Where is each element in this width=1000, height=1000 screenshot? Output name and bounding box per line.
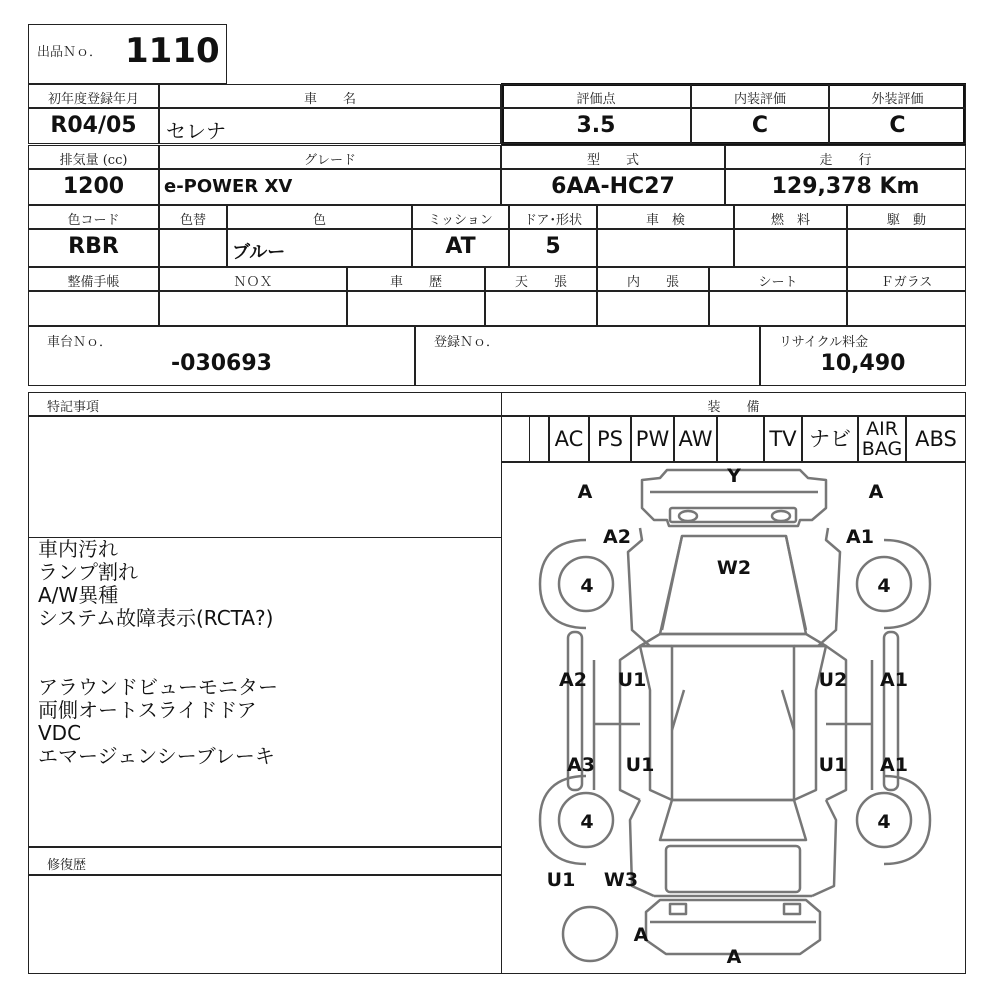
color-label: 色 <box>312 213 326 228</box>
equip-label: ABS <box>915 427 957 451</box>
recycle-cell <box>760 326 966 386</box>
mileage-label: 走 行 <box>819 153 872 168</box>
model-label: 型 式 <box>586 153 639 168</box>
color-value-cell <box>227 229 412 267</box>
record-label: 整備手帳 <box>67 275 120 290</box>
mark: U2 <box>818 669 848 691</box>
exterior-label: 外装評価 <box>871 92 924 107</box>
drive-label-cell <box>847 205 966 229</box>
mark: 4 <box>877 811 891 833</box>
first-reg-value: R04/05 <box>50 113 137 138</box>
interior-label-cell <box>691 84 829 108</box>
equip-cell <box>529 416 549 462</box>
seat-label: シート <box>758 275 798 290</box>
chassis-value: -030693 <box>171 351 272 376</box>
reg-label: 登録Ｎｏ． <box>434 335 500 350</box>
grade-value: e-POWER XV <box>164 176 293 197</box>
note-line: A/W異種 <box>38 583 119 607</box>
mark: A1 <box>880 754 908 776</box>
equip-label: ナビ <box>809 427 851 451</box>
mark: A1 <box>880 669 908 691</box>
drive-value-cell <box>847 229 966 267</box>
repair-label-cell <box>28 847 502 875</box>
note-line: VDC <box>38 721 82 745</box>
recycle-value: 10,490 <box>820 351 906 376</box>
mark: A2 <box>559 669 587 691</box>
score-value: 3.5 <box>576 113 616 138</box>
exterior-value: C <box>889 113 906 138</box>
mark: 4 <box>580 811 594 833</box>
mileage-label-cell <box>725 145 966 169</box>
grade-value-cell <box>159 169 501 205</box>
history-value-cell <box>347 291 485 326</box>
repaint-value-cell <box>159 229 227 267</box>
mark: W2 <box>716 557 752 579</box>
inspection-label-cell <box>597 205 734 229</box>
note-line: システム故障表示(RCTA?) <box>38 606 274 630</box>
glass-label-cell <box>847 267 966 291</box>
note-line: エマージェンシーブレーキ <box>38 744 275 768</box>
equip-label: AC <box>554 427 584 451</box>
glass-label: Ｆガラス <box>880 275 933 290</box>
repair-label: 修復歴 <box>47 858 87 873</box>
equip-label: TV <box>769 427 797 451</box>
equip-cell <box>589 416 631 462</box>
name-value: セレナ <box>166 119 226 143</box>
mark: A2 <box>603 526 631 548</box>
exterior-label-cell <box>829 84 966 108</box>
model-value-cell <box>501 169 725 205</box>
mission-value-cell <box>412 229 509 267</box>
mark: A <box>633 924 649 946</box>
record-value-cell <box>28 291 159 326</box>
recycle-label: リサイクル料金 <box>779 335 869 350</box>
note-line: 両側オートスライドドア <box>38 698 257 722</box>
history-label-cell <box>347 267 485 291</box>
equip-cell <box>674 416 717 462</box>
score-label-cell <box>501 84 691 108</box>
color-code-label-cell <box>28 205 159 229</box>
note-line: 車内汚れ <box>38 537 118 561</box>
grade-label-cell <box>159 145 501 169</box>
roof-label: 天 張 <box>514 275 567 290</box>
roof-value-cell <box>485 291 597 326</box>
mission-label-cell <box>412 205 509 229</box>
mark: A3 <box>567 754 595 776</box>
equip-cell <box>717 416 764 462</box>
notes-area <box>28 416 502 847</box>
door-label-cell <box>509 205 597 229</box>
mission-value: AT <box>445 234 476 259</box>
nox-label-cell <box>159 267 347 291</box>
equipment-label: 装 備 <box>707 400 760 415</box>
exterior-value-cell <box>829 108 966 144</box>
name-label: 車 名 <box>303 92 356 107</box>
chassis-cell <box>28 326 415 386</box>
displacement-value-cell <box>28 169 159 205</box>
mark: U1 <box>818 754 848 776</box>
equip-cell <box>764 416 802 462</box>
door-label: ドア･形状 <box>523 213 583 228</box>
inspection-value-cell <box>597 229 734 267</box>
first-reg-label-cell <box>28 84 159 108</box>
lot-box <box>28 24 227 84</box>
fuel-label: 燃 料 <box>770 213 810 228</box>
interior-trim-label-cell <box>597 267 709 291</box>
equipment-label-cell <box>501 392 966 416</box>
mark: Y <box>727 465 741 487</box>
note-line: アラウンドビューモニター <box>38 675 278 699</box>
mark: A <box>726 946 742 968</box>
name-label-cell <box>159 84 501 108</box>
score-label: 評価点 <box>576 92 616 107</box>
nox-value-cell <box>159 291 347 326</box>
name-value-cell <box>159 108 501 144</box>
equip-cell <box>631 416 674 462</box>
mark: W3 <box>603 869 639 891</box>
mark: A <box>577 481 593 503</box>
notes-label-cell <box>28 392 502 416</box>
mark: U1 <box>617 669 647 691</box>
mark: A1 <box>846 526 874 548</box>
door-value-cell <box>509 229 597 267</box>
drive-label: 駆 動 <box>886 213 926 228</box>
mileage-value-cell <box>725 169 966 205</box>
score-value-cell <box>501 108 691 144</box>
first-reg-label: 初年度登録年月 <box>47 92 139 107</box>
model-value: 6AA-HC27 <box>551 174 675 199</box>
lot-label: 出品Ｎｏ． <box>37 45 103 60</box>
fuel-value-cell <box>734 229 847 267</box>
interior-label: 内装評価 <box>733 92 786 107</box>
repaint-label: 色替 <box>179 213 206 228</box>
record-label-cell <box>28 267 159 291</box>
equip-label: PW <box>635 427 670 451</box>
mission-label: ミッション <box>428 213 493 228</box>
mark: U1 <box>625 754 655 776</box>
reg-cell <box>415 326 760 386</box>
mark: A <box>868 481 884 503</box>
nox-label: ＮＯＸ <box>233 275 273 290</box>
model-label-cell <box>501 145 725 169</box>
chassis-label: 車台Ｎｏ． <box>47 335 113 350</box>
glass-value-cell <box>847 291 966 326</box>
interior-value: C <box>751 113 769 138</box>
color-label-cell <box>227 205 412 229</box>
repaint-label-cell <box>159 205 227 229</box>
note-line: ランプ割れ <box>38 560 138 584</box>
fuel-label-cell <box>734 205 847 229</box>
car-diagram <box>501 462 966 974</box>
first-reg-value-cell <box>28 108 159 144</box>
equip-cell <box>802 416 858 462</box>
mark: U1 <box>546 869 576 891</box>
seat-label-cell <box>709 267 847 291</box>
color-code-value-cell <box>28 229 159 267</box>
interior-trim-value-cell <box>597 291 709 326</box>
mileage-value: 129,378 Km <box>771 174 920 199</box>
interior-value-cell <box>691 108 829 144</box>
displacement-label: 排気量 (cc) <box>59 153 128 168</box>
mark: 4 <box>877 575 891 597</box>
equip-cell <box>858 416 906 462</box>
door-value: 5 <box>545 234 561 259</box>
lot-number: 1110 <box>125 31 220 71</box>
repair-area <box>28 875 502 974</box>
roof-label-cell <box>485 267 597 291</box>
displacement-value: 1200 <box>62 174 125 199</box>
mark: 4 <box>580 575 594 597</box>
equip-label: AW <box>678 427 713 451</box>
grade-label: グレード <box>303 153 356 168</box>
notes-label: 特記事項 <box>47 400 100 415</box>
color-code-label: 色コード <box>67 213 120 228</box>
color-value: ブルー <box>232 242 286 263</box>
seat-value-cell <box>709 291 847 326</box>
displacement-label-cell <box>28 145 159 169</box>
equip-label: AIR BAG <box>861 418 903 460</box>
equip-cell <box>906 416 966 462</box>
history-label: 車 歴 <box>389 275 442 290</box>
inspection-label: 車 検 <box>645 213 685 228</box>
color-code-value: RBR <box>68 234 119 259</box>
interior-trim-label: 内 張 <box>626 275 679 290</box>
equip-cell <box>549 416 589 462</box>
equip-label: PS <box>597 427 623 451</box>
